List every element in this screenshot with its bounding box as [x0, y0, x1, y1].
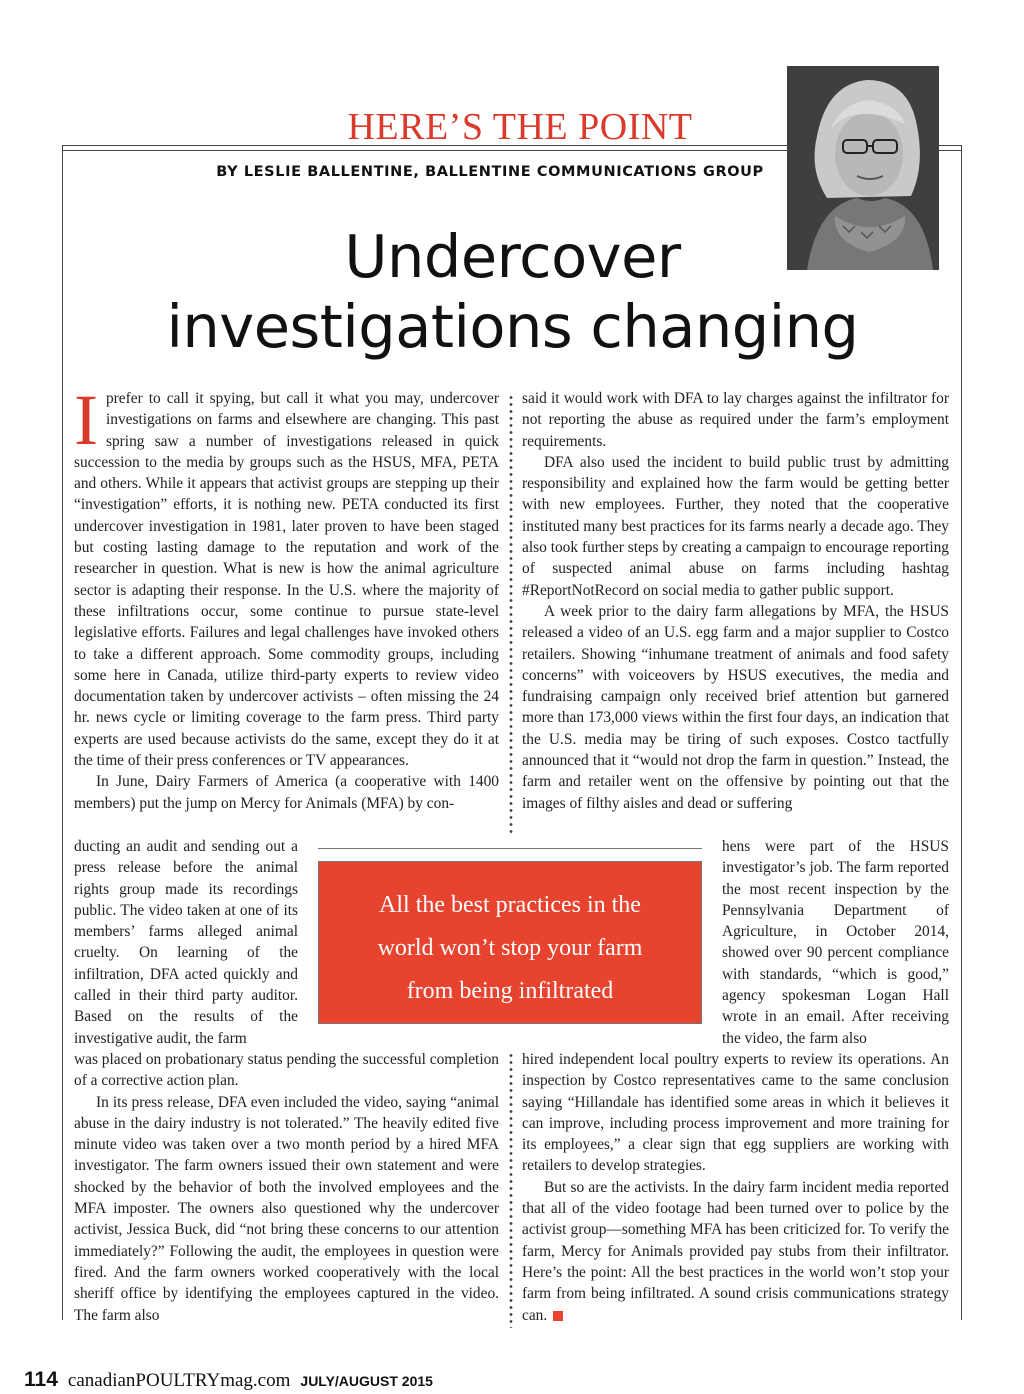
left-column-top	[74, 380, 499, 814]
left-column-bottom	[74, 1049, 499, 1326]
right-paragraph-2: DFA also used the incident to build public trust by admitting responsibility and explained how the farm would be getting better with new employees. Further, they noted that the cooperative instituted many best practices for its farms nearly a decade ago. They also took further steps by creating a campaign to encourage reporting of suspected animal abuse on farms including hashtag #ReportNotRecord on social media to gather public support.	[522, 453, 949, 599]
pullquote-rule	[318, 848, 702, 849]
pullquote-box	[318, 861, 702, 1024]
byline: BY LESLIE BALLENTINE, BALLENTINE COMMUNICATIONS GROUP	[216, 164, 764, 180]
page-number: 114	[24, 1368, 58, 1391]
right-column-bottom	[522, 1049, 949, 1326]
drop-cap: I	[74, 380, 98, 460]
end-of-article-mark	[553, 1311, 563, 1321]
left-column-wrap	[74, 836, 298, 1049]
magazine-site: canadianPOULTRYmag.com	[67, 1370, 291, 1391]
frame-left-rule	[62, 145, 63, 1320]
section-kicker: HERE’S THE POINT	[347, 106, 693, 148]
right-paragraph-4: But so are the activists. In the dairy farm incident media reported that all of the video footage had been turned over to police by the activist group—something MFA has been criticized for. To verify the farm, Mercy for Animals provided pay stubs from their infiltrator. Here’s the point: All the best practices in the world won’t stop your farm from being infiltrated. A sound crisis communications strategy can.	[522, 1178, 949, 1324]
column-divider-top	[509, 394, 513, 834]
left-paragraph-2c: was placed on probationary status pending the successful completion of a corrective action plan.	[74, 1051, 499, 1090]
issue-date: JULY/AUGUST 2015	[300, 1373, 433, 1389]
pullquote-text	[319, 884, 701, 1013]
left-paragraph-2b: ducting an audit and sending out a press release before the animal rights group made its recordings public. The video taken at one of its members’ farms alleged animal cruelty. On learning of the infiltration, DFA acted quickly and called in their third party auditor. Based on the results of the investigative audit, the farm	[74, 838, 298, 1047]
article-headline	[90, 222, 935, 362]
left-paragraph-2a: In June, Dairy Farmers of America (a cooperative with 1400 members) put the jump on Mercy for Animals (MFA) by con-	[74, 773, 499, 812]
column-divider-bottom	[509, 1052, 513, 1328]
headline-line-2: investigations changing	[166, 292, 859, 361]
pullquote-line-1: All the best practices in the	[379, 892, 641, 918]
right-paragraph-3b: hens were part of the HSUS investigator’s job. The farm reported the most recent inspection by the Pennsylvania Department of Agriculture, in October 2014, showed over 90 percent compliance with standards, “which is good,” agency spokesman Logan Hall wrote in an email. After receiving the video, the farm also	[722, 838, 949, 1047]
pullquote-line-2: world won’t stop your farm	[377, 935, 643, 961]
right-paragraph-1: said it would work with DFA to lay charges against the infiltrator for not reporting the abuse as required under the farm’s employment requirements.	[522, 390, 949, 450]
right-paragraph-3c: hired independent local poultry experts to review its operations. An inspection by Costco representatives came to the same conclusion saying “Hillandale has identified some areas in which it believes it can improve, including process improvement and more training for its employees,” a clear sign that egg suppliers are working with retailers to develop strategies.	[522, 1051, 949, 1175]
headline-line-1: Undercover	[344, 222, 681, 291]
page-footer	[24, 1368, 433, 1392]
left-paragraph-1: prefer to call it spying, but call it what you may, undercover investigations on farms and elsewhere are changing. This past spring saw a number of investigations released in quick succession to the media by groups such as the HSUS, MFA, PETA and others. While it appears that activist groups are stepping up their “investigation” efforts, it is nothing new. PETA conducted its first undercover investigation in 1981, later proven to have been staged but costing lasting damage to the reputation and work of the researcher in question. What is new is how the animal agriculture sector is adapting their response. In the U.S. where the majority of these infiltrations occur, some continue to pursue state-level legislative efforts. Failures and legal challenges have invoked others to take a different approach. Some commodity groups, including some here in Canada, utilize third-party experts to review video documentation taken by undercover activists – often missing the 24 hr. news cycle or limiting coverage to the farm press. Third party experts are used because activists do the same, except they do it at the time of their press conferences or TV appearances.	[74, 390, 499, 770]
frame-right-rule	[961, 145, 962, 1320]
right-column-top	[522, 388, 949, 814]
pullquote-line-3: from being infiltrated	[406, 978, 614, 1004]
left-paragraph-3: In its press release, DFA even included the video, saying “animal abuse in the dairy industry is not tolerated.” The heavily edited five minute video was taken over a two month period by a hired MFA investigator. The farm owners issued their own statement and were shocked by the behavior of both the involved employees and the MFA imposter. The owners also questioned why the undercover activist, Jessica Buck, did “not bring these concerns to our attention immediately?” Following the audit, the employees in question were fired. And the farm owners worked cooperatively with the local sheriff office by identifying the employees captured in the video. The farm also	[74, 1093, 499, 1324]
right-column-wrap	[722, 836, 949, 1049]
right-paragraph-3a: A week prior to the dairy farm allegations by MFA, the HSUS released a video of an U.S. egg farm and a major supplier to Costco retailers. Showing “inhumane treatment of animals and food safety concerns” with voiceovers by HSUS executives, the media and fundraising campaign only received brief attention but garnered more than 173,000 views within the first four days, an indication that the U.S. media may be tiring of such exposes. Costco tactfully announced that it “would not drop the farm in question.” Instead, the farm and retailer went on the offensive by pointing out that the images of filthy aisles and dead or suffering	[522, 602, 949, 812]
